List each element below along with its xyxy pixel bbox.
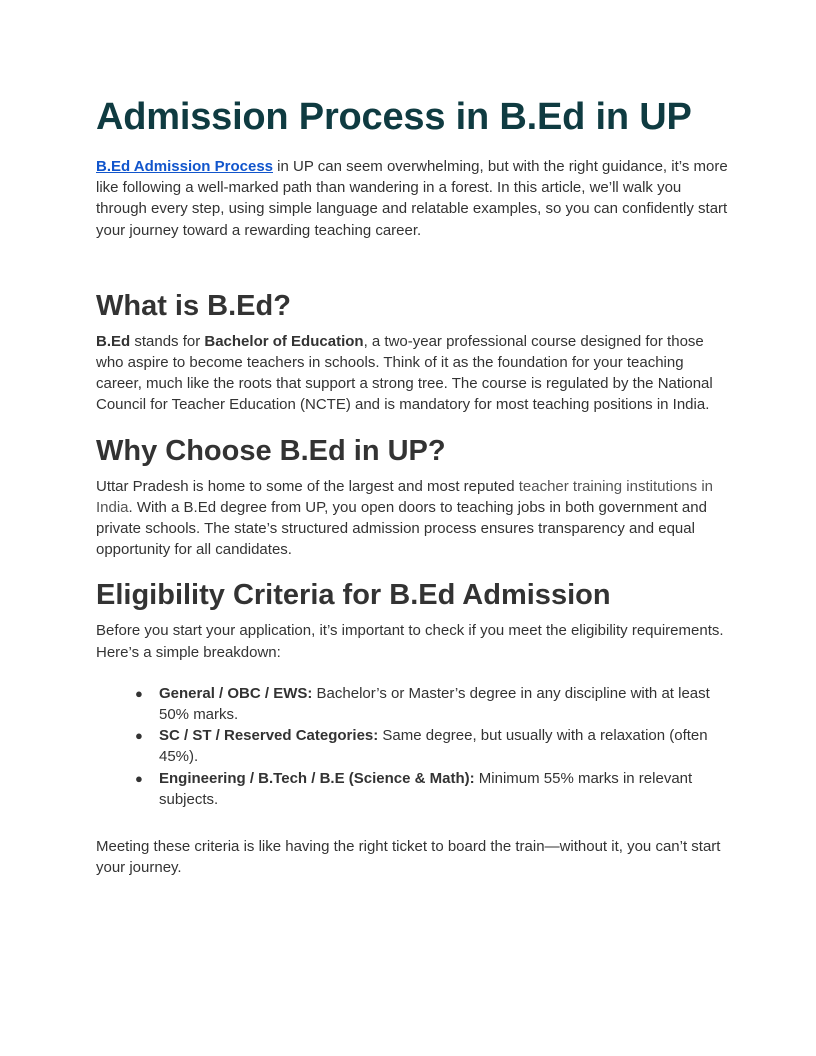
list-item-text: Minimum 55% marks in relevant subjects. [159, 769, 693, 808]
eligibility-intro: Before you start your application, it’s important to check if you meet the eligibility requirements. Here’s a simple breakdown: [96, 622, 724, 661]
list-item [135, 683, 728, 725]
bullet-icon: ● [135, 728, 143, 744]
bed-admission-process-link[interactable]: B.Ed Admission Process [96, 158, 273, 175]
list-item [135, 768, 728, 810]
list-item-label: General / OBC / EWS: [159, 684, 313, 702]
list-item [135, 725, 728, 767]
list-item-label: SC / ST / Reserved Categories: [159, 727, 379, 745]
eligibility-list [96, 683, 728, 810]
list-item-label: Engineering / B.Tech / B.E (Science & Math): [159, 769, 475, 787]
intro-text: in UP can seem overwhelming, but with the right guidance, it’s more like following a well-marked path than wandering in a forest. In this article, we’ll walk you through every step, using simple language and relatable examples, so you can confidently start your journey toward a rewarding teaching career. [96, 158, 728, 239]
heading-why-choose: Why Choose B.Ed in UP? [96, 434, 446, 467]
why-text-2: . With a B.Ed degree from UP, you open doors to teaching jobs in both government and private schools. The state’s structured admission process ensures transparency and equal opportunity for all candidates. [96, 498, 707, 559]
heading-what-is-bed: What is B.Ed? [96, 289, 291, 322]
heading-eligibility: Eligibility Criteria for B.Ed Admission [96, 579, 611, 612]
bed-bold: B.Ed [96, 332, 131, 350]
what-is-bed-paragraph [96, 331, 728, 416]
what-is-text-2: , a two-year professional course designed for those who aspire to become teachers in schools. Think of it as the foundation for your teaching career, much like the roots that support a strong tree. The course is regulated by the National Council for Teacher Education (NCTE) and is mandatory for most teaching positions in India. [96, 332, 713, 414]
bullet-icon: ● [135, 685, 143, 701]
list-item-text: Same degree, but usually with a relaxation (often 45%). [159, 727, 708, 766]
page-title: Admission Process in B.Ed in UP [96, 96, 692, 138]
bullet-icon: ● [135, 770, 143, 786]
document-page [96, 92, 728, 878]
why-choose-paragraph [96, 476, 728, 561]
intro-paragraph [96, 156, 728, 241]
why-text-1: Uttar Pradesh is home to some of the largest and most reputed [96, 477, 519, 495]
teacher-training-institutions: teacher training institutions in India [96, 477, 713, 516]
list-item-text: Bachelor’s or Master’s degree in any discipline with at least 50% marks. [159, 684, 710, 724]
what-is-text-1: stands for [130, 332, 205, 350]
eligibility-closing: Meeting these criteria is like having the right ticket to board the train—without it, you can’t start your journey. [96, 838, 721, 877]
bachelor-of-education-bold: Bachelor of Education [204, 332, 364, 350]
